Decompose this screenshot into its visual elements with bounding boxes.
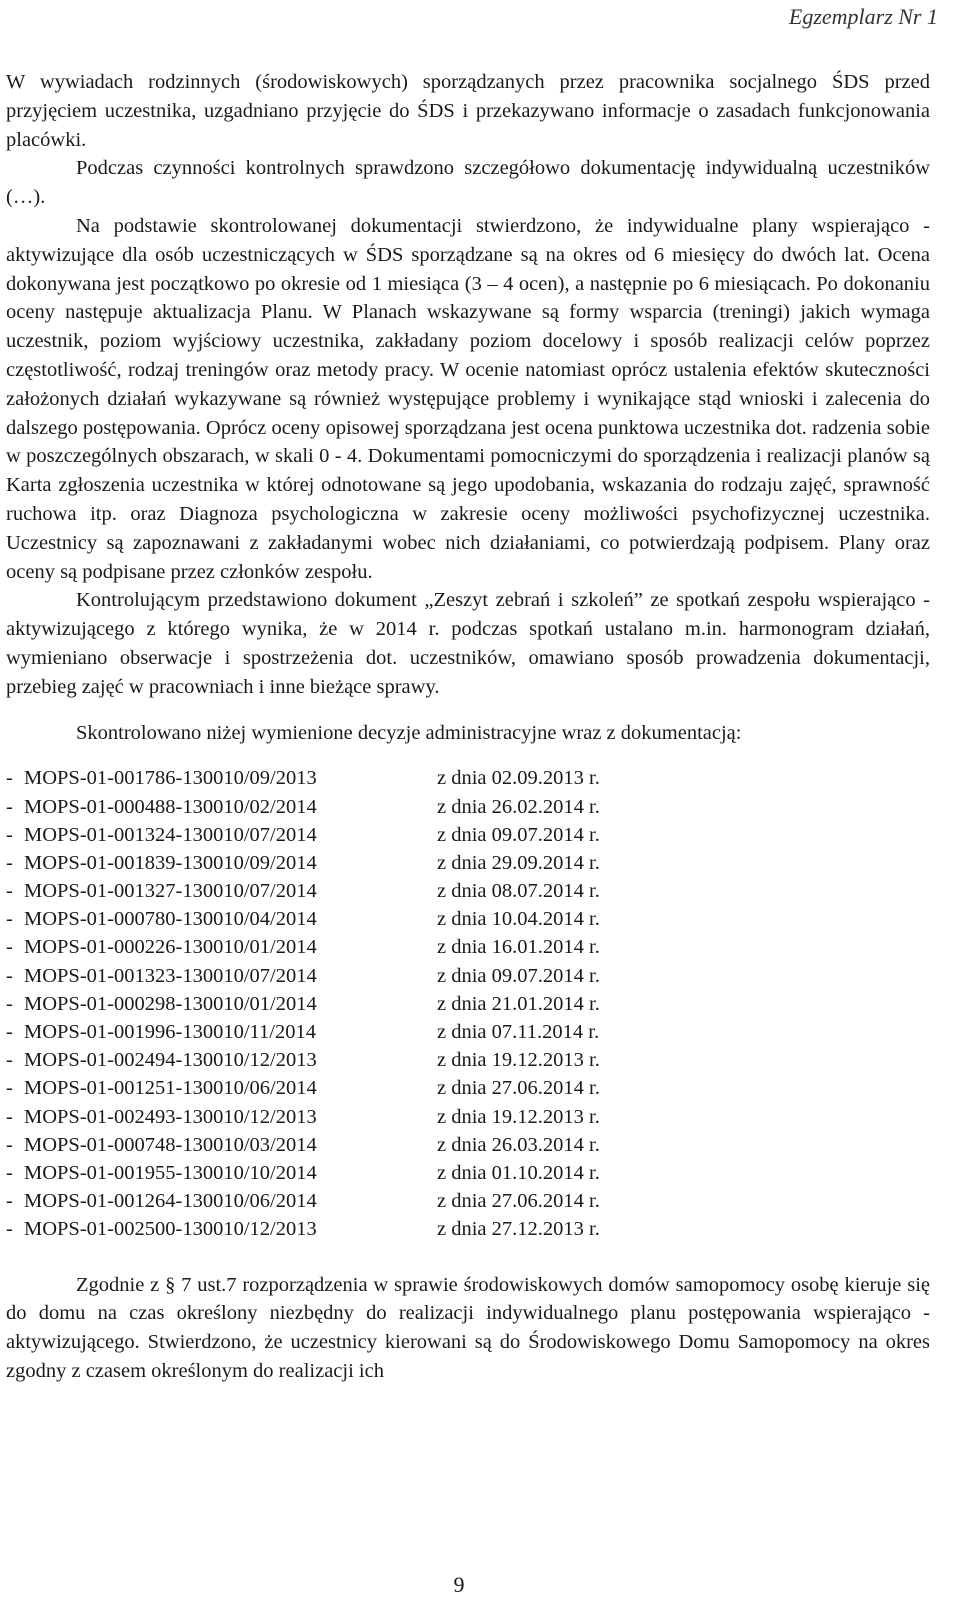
decision-item (6, 1131, 930, 1159)
decision-code: MOPS-01-000226-130010/01/2014 (24, 936, 317, 959)
paragraph-individual-plans: Na podstawie skontrolowanej dokumentacji stwierdzono, że indywidualne plany wspierająco - aktywizujące dla osób uczestniczących w ŚDS sporządzane są na okres od 6 miesięcy do dwóch lat. Ocena dokonywana jest początkowo po okresie od 1 miesiąca (3 – 4 ocen), a następnie po 6 miesiącach. Po dokonaniu oceny następuje aktualizacja Planu. W Planach wskazywane są formy wsparcia (treningi) jakich wymaga uczestnik, poziom wyjściowy uczestnika, zakładany poziom docelowy i sposób realizacji celów poprzez częstotliwość, rodzaj treningów oraz metody pracy. W ocenie natomiast oprócz ustalenia efektów skuteczności założonych działań wykazywane są również występujące problemy i wynikające stąd wnioski i zalecenia do dalszego postępowania. Oprócz oceny opisowej sporządzana jest ocena punktowa uczestnika dot. radzenia sobie w poszczególnych obszarach, w skali 0 - 4. Dokumentami pomocniczymi do sporządzenia i realizacji planów są Karta zgłoszenia uczestnika w której odnotowane są jego upodobania, wskazania do rodzaju zajęć, sprawność ruchowa itp. oraz Diagnoza psychologiczna w zakresie oceny możliwości psychofizycznej uczestnika. Uczestnicy są zapoznawani z zakładanymi wobec nich działaniami, co potwierdzają podpisem. Plany oraz oceny są podpisane przez członków zespołu. (6, 214, 930, 583)
decision-code: MOPS-01-002494-130010/12/2013 (24, 1049, 317, 1072)
decision-code: MOPS-01-000488-130010/02/2014 (24, 795, 317, 818)
decision-code: MOPS-01-000780-130010/04/2014 (24, 908, 317, 931)
decision-code: MOPS-01-001324-130010/07/2014 (24, 823, 317, 846)
list-dash: - (6, 767, 13, 790)
decision-list (6, 764, 930, 1243)
paragraph-control-activities: Podczas czynności kontrolnych sprawdzono szczegółowo dokumentację indywidualną uczestników (…). (6, 157, 930, 209)
decision-code: MOPS-01-001839-130010/09/2014 (24, 851, 317, 874)
decision-code: MOPS-01-001251-130010/06/2014 (24, 1077, 317, 1100)
paragraph-meeting-notebook: Kontrolującym przedstawiono dokument „Zeszyt zebrań i szkoleń” ze spotkań zespołu wspierająco - aktywizującego z którego wynika, że w 2014 r. podczas spotkań ustalano m.in. harmonogram działań, wymieniano obserwacje i spostrzeżenia dot. uczestników, omawiano sposób prowadzenia dokumentacji, przebieg zajęć w pracowniach i inne bieżące sprawy. (6, 589, 930, 698)
list-dash: - (6, 1021, 13, 1044)
decision-code: MOPS-01-001264-130010/06/2014 (24, 1190, 317, 1213)
decision-item (6, 793, 930, 821)
decision-date: z dnia 09.07.2014 r. (437, 823, 600, 846)
decision-item (6, 877, 930, 905)
list-dash: - (6, 1190, 13, 1213)
decision-item (6, 1103, 930, 1131)
decision-item (6, 1074, 930, 1102)
decision-date: z dnia 27.06.2014 r. (437, 1077, 600, 1100)
decision-date: z dnia 07.11.2014 r. (437, 1021, 600, 1044)
decision-date: z dnia 26.02.2014 r. (437, 795, 600, 818)
decision-code: MOPS-01-001955-130010/10/2014 (24, 1161, 317, 1184)
decision-code: MOPS-01-002500-130010/12/2013 (24, 1218, 317, 1241)
list-dash: - (6, 908, 13, 931)
decision-date: z dnia 26.03.2014 r. (437, 1133, 600, 1156)
decision-code: MOPS-01-002493-130010/12/2013 (24, 1105, 317, 1128)
decision-item (6, 821, 930, 849)
list-dash: - (6, 1161, 13, 1184)
decision-date: z dnia 27.06.2014 r. (437, 1190, 600, 1213)
decision-date: z dnia 19.12.2013 r. (437, 1049, 600, 1072)
decision-code: MOPS-01-001323-130010/07/2014 (24, 964, 317, 987)
page-number: 9 (453, 1572, 465, 1597)
decision-item (6, 990, 930, 1018)
copy-number-label: Egzemplarz Nr 1 (788, 4, 938, 29)
decision-item (6, 933, 930, 961)
list-dash: - (6, 795, 13, 818)
paragraph-family-interviews: W wywiadach rodzinnych (środowiskowych) sporządzanych przez pracownika socjalnego ŚDS przed przyjęciem uczestnika, uzgadniano przyjęcie do ŚDS i przekazywano informacje o zasadach funkcjonowania placówki. (6, 71, 930, 151)
decision-date: z dnia 21.01.2014 r. (437, 992, 600, 1015)
list-dash: - (6, 851, 13, 874)
list-dash: - (6, 1133, 13, 1156)
list-dash: - (6, 992, 13, 1015)
list-dash: - (6, 964, 13, 987)
list-dash: - (6, 880, 13, 903)
list-dash: - (6, 1049, 13, 1072)
decision-date: z dnia 16.01.2014 r. (437, 936, 600, 959)
decision-item (6, 849, 930, 877)
decision-code: MOPS-01-000748-130010/03/2014 (24, 1133, 317, 1156)
decision-date: z dnia 08.07.2014 r. (437, 880, 600, 903)
decision-date: z dnia 02.09.2013 r. (437, 767, 600, 790)
decision-date: z dnia 29.09.2014 r. (437, 851, 600, 874)
paragraph-regulation: Zgodnie z § 7 ust.7 rozporządzenia w sprawie środowiskowych domów samopomocy osobę kieruje się do domu na czas określony niezbędny do realizacji indywidualnego planu postępowania wspierająco - aktywizującego. Stwierdzono, że uczestnicy kierowani są do Środowiskowego Domu Samopomocy na okres zgodny z czasem określonym do realizacji ich (6, 1273, 930, 1382)
decision-code: MOPS-01-001996-130010/11/2014 (24, 1021, 316, 1044)
decision-item (6, 1215, 930, 1243)
list-dash: - (6, 1105, 13, 1128)
decision-date: z dnia 27.12.2013 r. (437, 1218, 600, 1241)
decision-date: z dnia 10.04.2014 r. (437, 908, 600, 931)
decision-code: MOPS-01-001327-130010/07/2014 (24, 880, 317, 903)
decision-code: MOPS-01-000298-130010/01/2014 (24, 992, 317, 1015)
paragraph-decisions-intro: Skontrolowano niżej wymienione decyzje administracyjne wraz z dokumentacją: (76, 721, 742, 744)
list-dash: - (6, 1077, 13, 1100)
list-dash: - (6, 1218, 13, 1241)
document-body (6, 68, 930, 1386)
decision-code: MOPS-01-001786-130010/09/2013 (24, 767, 317, 790)
list-dash: - (6, 936, 13, 959)
decision-date: z dnia 01.10.2014 r. (437, 1161, 600, 1184)
decision-date: z dnia 09.07.2014 r. (437, 964, 600, 987)
decision-item (6, 1046, 930, 1074)
decision-item (6, 1187, 930, 1215)
decision-item (6, 1018, 930, 1046)
list-dash: - (6, 823, 13, 846)
decision-item (6, 764, 930, 792)
decision-date: z dnia 19.12.2013 r. (437, 1105, 600, 1128)
decision-item (6, 962, 930, 990)
decision-item (6, 905, 930, 933)
decision-item (6, 1159, 930, 1187)
